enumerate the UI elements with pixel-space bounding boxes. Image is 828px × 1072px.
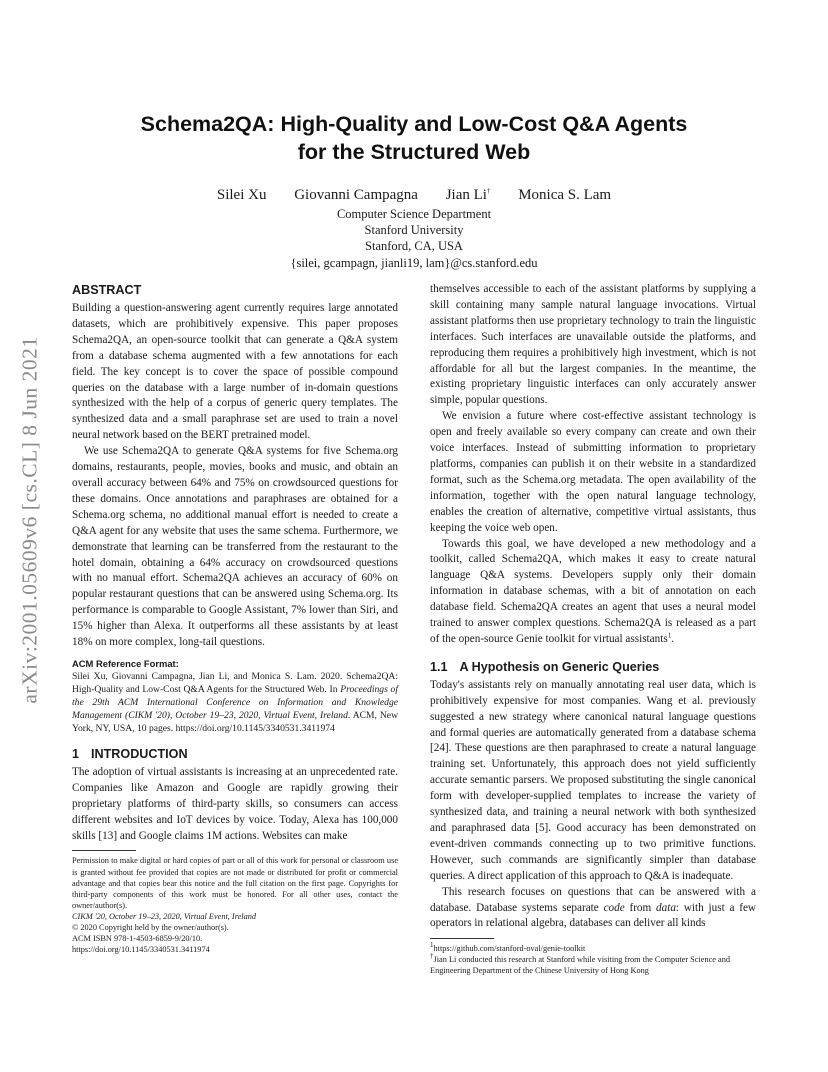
- footnote: $^1$https://github.com/stanford-oval/genie-toolkit: [430, 941, 586, 954]
- right-column: [430, 282, 756, 976]
- title-line-1: Schema2QA: High-Quality and Low-Cost Q&A Agents: [140, 112, 688, 136]
- body-paragraph: We envision a future where cost-effective assistant technology is open and freely available so every company can create and own their voice interfaces. Instead of submitting information to proprietary platforms, companies can publish it on their website in a standardized format, such as the Schema.org metadata. The open availability of the information, together with the open natural language technology, enables the creation of alternative, competitive virtual assistants, thus keeping the voice web open.: [430, 410, 756, 534]
- paper-title: [0, 110, 828, 166]
- permission-text: Permission to make digital or hard copies of part or all of this work for personal or classroom use is granted without fee provided that copies are not made or distributed for profit or commercial advantage and that copies bear this notice and the full citation on the first page. Copyrights for third-party components of this work must be honored. For all other uses, contact the owner/author(s).: [72, 856, 398, 910]
- author-name: Jian Li†: [445, 187, 491, 203]
- author-name: Giovanni Campagna: [294, 187, 418, 203]
- affil-dept: Computer Science Department: [336, 207, 492, 221]
- body-paragraph: Towards this goal, we have developed a new methodology and a toolkit, called Schema2QA, which makes it easy to create natural language Q&A systems. Developers supply only their domain information in database schemas, with a bit of annotation on each database field. Schema2QA creates an agent that uses a neural model trained to answer complex questions. Schema2QA is released as a part of the open-source Genie toolkit for virtual assistants$^1$.: [430, 537, 756, 645]
- abstract-paragraph: Building a question-answering agent currently requires large annotated datasets, which are prohibitively expensive. This paper proposes Schema2QA, an open-source toolkit that can generate a Q&A system from a database schema augmented with a few annotations for each field. The key concept is to cover the space of possible compound queries on the database with a large number of in-domain questions synthesized with the help of a corpus of generic query templates. The synthesized data and a small paraphrase set are used to train a novel neural network based on the BERT pretrained model.: [72, 302, 398, 442]
- footnote-divider: [72, 850, 136, 851]
- subsection-title: A Hypothesis on Generic Queries: [459, 659, 660, 674]
- arxiv-stamp-text: arXiv:2001.05609v6 [cs.CL] 8 Jun 2021: [17, 336, 42, 704]
- section-number: 1: [72, 746, 80, 761]
- copyright-line: © 2020 Copyright held by the owner/author(s).: [72, 923, 229, 933]
- body-paragraph: Today's assistants rely on manually annotating real user data, which is prohibitively expensive for most companies. Wang et al. previously suggested a new strategy where canonical natural language questions and formal queries are automatically generated from a database schema [24]. These questions are then paraphrased to create a natural language training set. Unfortunately, this approach does not yield sufficiently accurate semantic parsers. We proposed substituting the single canonical form with developer-supplied templates to increase the variety of synthesized data, and training a neural network with both synthesized and paraphrased data [5]. Good accuracy has been demonstrated on event-driven commands connecting up to two primitive functions. However, such commands are significantly simpler than database queries. A direct application of this approach to Q&A is inadequate.: [430, 678, 756, 882]
- body-paragraph: themselves accessible to each of the assistant platforms by supplying a skill containing many sample natural language invocations. Virtual assistant platforms then use proprietary technology to train the linguistic interfaces. Such interfaces are unavailable outside the platforms, and reproducing them requires a prohibitively high investment, which is not affordable for all but the largest companies. In the meantime, the existing proprietary linguistic interfaces can only accurately answer simple, popular questions.: [430, 283, 756, 407]
- left-column: [72, 282, 398, 955]
- abstract-paragraph: We use Schema2QA to generate Q&A systems for five Schema.org domains, restaurants, people, movies, books and music, and obtain an overall accuracy between 64% and 75% on crowdsourced questions for these domains. Once annotations and paraphrases are obtained for a Schema.org schema, no additional manual effort is needed to create a Q&A agent for any website that uses the same schema. Furthermore, we demonstrate that learning can be transferred from the restaurant to the hotel domain, obtaining a 64% accuracy on crowdsourced questions with no manual effort. Schema2QA achieves an accuracy of 60% on popular restaurant questions that can be answered using Schema.org. Its performance is comparable to Google Assistant, 7% lower than Siri, and 15% higher than Alexa. It outperforms all these assistants by at least 18% on more complex, long-tail questions.: [72, 445, 398, 649]
- author-name: Silei Xu: [216, 187, 267, 203]
- affil-email: {silei, gcampagn, jianli19, lam}@cs.stanford.edu: [290, 255, 538, 270]
- subsection-heading: [430, 659, 756, 675]
- isbn-line: ACM ISBN 978-1-4503-6859-9/20/10.: [72, 934, 203, 944]
- title-line-2: for the Structured Web: [297, 140, 531, 164]
- body-paragraph: This research focuses on questions that can be answered with a database. Database systems separate code from data: with just a few operators in relational algebra, databases can deliver all kinds: [430, 885, 756, 930]
- affil-univ: Stanford University: [364, 223, 464, 238]
- affil-location: Stanford, CA, USA: [365, 239, 463, 254]
- conference-line: CIKM '20, October 19–23, 2020, Virtual Event, Ireland: [72, 911, 257, 921]
- section-title: INTRODUCTION: [91, 746, 188, 761]
- arxiv-stamp: [14, 300, 46, 740]
- footnote-link[interactable]: https://github.com/stanford-oval/genie-toolkit: [433, 944, 586, 954]
- subsection-number: 1.1: [430, 659, 448, 674]
- acm-ref-heading: ACM Reference Format:: [72, 657, 179, 669]
- abstract-heading: ABSTRACT: [72, 283, 142, 297]
- intro-heading: [72, 746, 398, 762]
- permission-notice: [72, 855, 398, 955]
- author-list: [0, 186, 828, 205]
- acm-ref-body: Silei Xu, Giovanni Campagna, Jian Li, and Monica S. Lam. 2020. Schema2QA: High-Quality and Low-Cost Q&A Agents for the Structured Web. In Proceedings of the 29th ACM International Conference on Information and Knowledge Management (CIKM '20), October 19–23, 2020, Virtual Event, Ireland. ACM, New York, NY, USA, 10 pages. https://doi.org/10.1145/3340531.3411974: [72, 670, 398, 734]
- dagger-mark: †: [486, 187, 491, 195]
- footnote-divider: [430, 938, 494, 939]
- doi-line: https://doi.org/10.1145/3340531.3411974: [72, 945, 210, 955]
- footnote-ref: 1: [667, 631, 672, 640]
- affiliation: [0, 206, 828, 271]
- intro-paragraph: The adoption of virtual assistants is increasing at an unprecedented rate. Companies like Amazon and Google are rapidly growing their proprietary platforms of third-party skills, so consumers can access different websites and IoT devices by voice. Today, Alexa has 100,000 skills [13] and Google claims 1M actions. Websites can make: [72, 765, 398, 842]
- footnote: †Jian Li conducted this research at Stanford while visiting from the Computer Science and Engineering Department of the Chinese University of Hong Kong: [430, 952, 731, 976]
- author-name: Monica S. Lam: [518, 187, 612, 203]
